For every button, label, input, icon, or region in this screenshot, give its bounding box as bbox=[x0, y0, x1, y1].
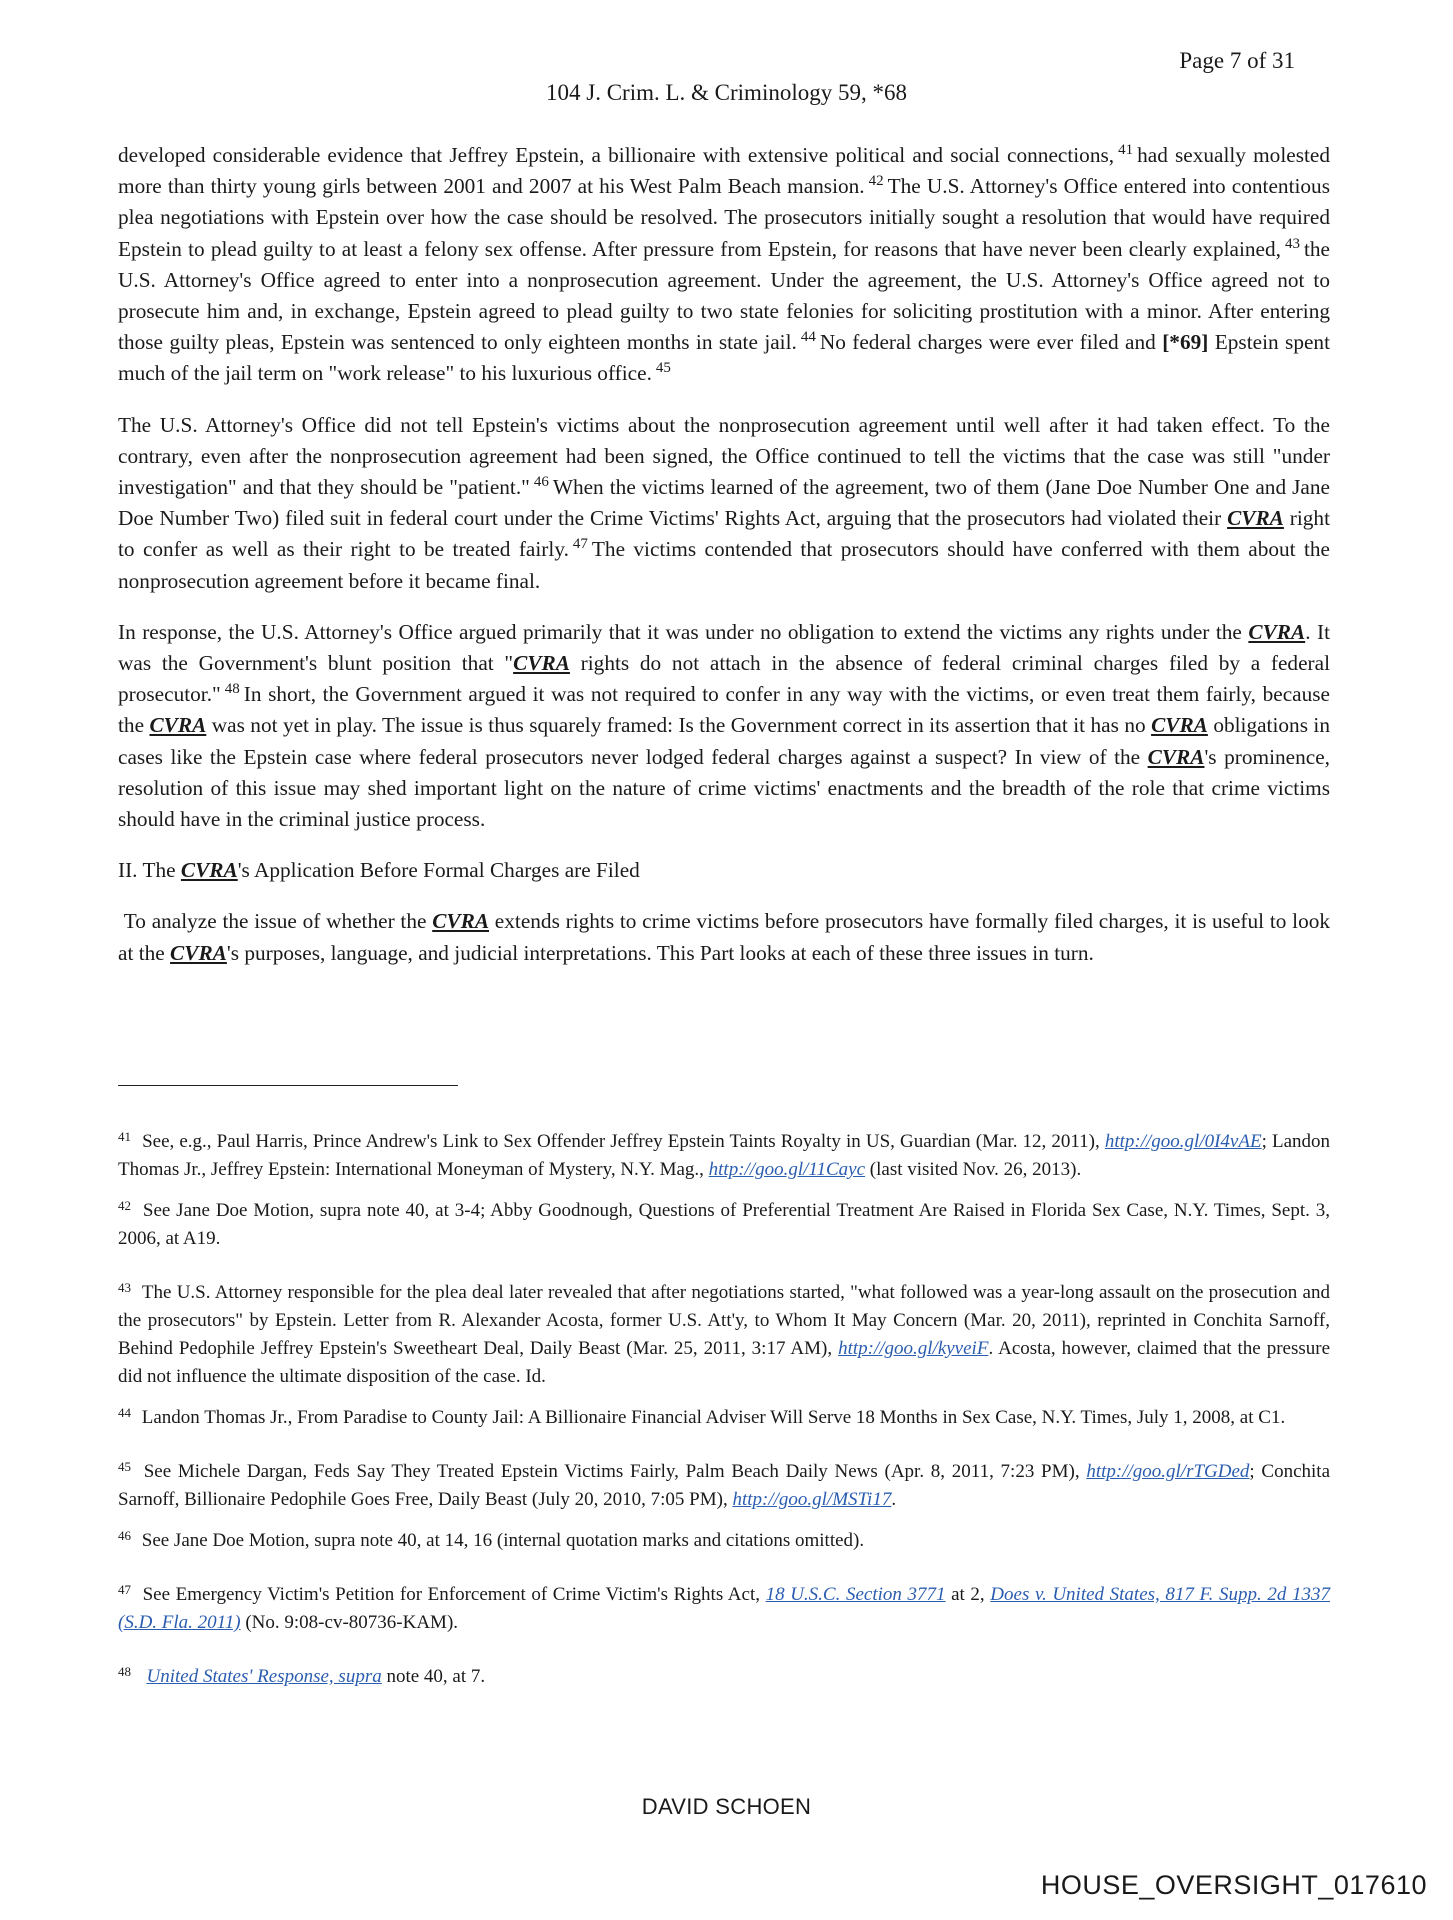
text: . Acosta, however, claimed that the pressure did not influence the ultimate disposition of the case. Id. bbox=[118, 1338, 1331, 1387]
paragraph-4 bbox=[118, 906, 1330, 968]
footnote-ref[interactable]: 42 bbox=[868, 173, 884, 190]
footnote-44 bbox=[118, 1404, 1330, 1432]
text: Epstein spent much of the jail term on "work release" to his luxurious office. bbox=[118, 330, 1330, 386]
author-footer: DAVID SCHOEN bbox=[641, 1794, 812, 1819]
cvra-link[interactable]: CVRA bbox=[1248, 619, 1306, 644]
text: See Jane Doe Motion, supra note 40, at 14, 16 (internal quotation marks and citations omitted). bbox=[141, 1530, 865, 1551]
footnote-number: 46 bbox=[118, 1528, 131, 1543]
footnote-number: 47 bbox=[118, 1582, 131, 1597]
section-heading bbox=[118, 855, 1330, 886]
text: No federal charges were ever filed and bbox=[819, 330, 1156, 355]
footnote-separator bbox=[118, 1085, 458, 1086]
text: rights do not attach in the absence of federal criminal charges filed by a federal prosecutor." bbox=[118, 651, 1330, 707]
footnote-number: 42 bbox=[118, 1198, 131, 1213]
hyperlink[interactable]: http://goo.gl/kyveiF bbox=[838, 1338, 989, 1359]
main-text bbox=[118, 140, 1330, 989]
hyperlink[interactable]: http://goo.gl/0I4vAE bbox=[1104, 1131, 1262, 1152]
footnote-43 bbox=[118, 1279, 1330, 1391]
cvra-link[interactable]: CVRA bbox=[432, 909, 490, 934]
footnote-47 bbox=[118, 1581, 1330, 1637]
text: The victims contended that prosecutors should have conferred with them about the nonprosecution agreement before it became final. bbox=[118, 537, 1330, 593]
bates-stamp: HOUSE_OVERSIGHT_017610 bbox=[1040, 1870, 1427, 1900]
footnote-42 bbox=[118, 1197, 1330, 1253]
text: The U.S. Attorney responsible for the plea deal later revealed that after negotiations started, "what followed was a year-long assault on the prosecution and the prosecutors" by Epstein. Letter from R. Alexander Acosta, former U.S. Att'y, to Whom It May Concern (Mar. 20, 2011), reprinted in Conchita Sarnoff, Behind Pedophile Jeffrey Epstein's Sweetheart Deal, Daily Beast (Mar. 25, 2011, 3:17 AM), bbox=[118, 1282, 1330, 1359]
text: See Emergency Victim's Petition for Enforcement of Crime Victim's Rights Act, bbox=[142, 1584, 760, 1605]
footnote-ref[interactable]: 43 bbox=[1284, 235, 1300, 252]
footnote-46 bbox=[118, 1527, 1330, 1555]
pin-cite: [*69] bbox=[1162, 330, 1209, 355]
hyperlink[interactable]: http://goo.gl/MSTi17 bbox=[732, 1489, 892, 1510]
text: . It was the Government's blunt position that " bbox=[118, 619, 1331, 676]
hyperlink[interactable]: United States' Response, supra bbox=[146, 1666, 382, 1687]
hyperlink[interactable]: http://goo.gl/rTGDed bbox=[1086, 1461, 1250, 1482]
footnote-ref[interactable]: 48 bbox=[224, 681, 240, 698]
cvra-link[interactable]: CVRA bbox=[170, 940, 227, 965]
page-number: Page 7 of 31 bbox=[1179, 48, 1295, 73]
text: To analyze the issue of whether the bbox=[123, 909, 427, 934]
text: ; Landon Thomas Jr., Jeffrey Epstein: International Moneyman of Mystery, N.Y. Mag., bbox=[118, 1131, 1331, 1180]
footnote-ref[interactable]: 46 bbox=[533, 474, 549, 491]
footnotes bbox=[118, 1128, 1330, 1704]
footnote-number: 43 bbox=[118, 1280, 131, 1295]
footnote-number: 48 bbox=[118, 1664, 131, 1679]
footnote-41 bbox=[118, 1128, 1330, 1184]
text: . bbox=[891, 1489, 897, 1510]
text: was not yet in play. The issue is thus squarely framed: Is the Government correct in its assertion that it has no bbox=[211, 713, 1146, 738]
text: 's purposes, language, and judicial interpretations. This Part looks at each of these three issues in turn. bbox=[226, 940, 1094, 965]
hyperlink[interactable]: 18 U.S.C. Section 3771 bbox=[765, 1584, 946, 1605]
cvra-link[interactable]: CVRA bbox=[180, 858, 238, 883]
text: 's prominence, resolution of this issue may shed important light on the nature of crime victims' enactments and the breadth of the role that crime victims should have in the criminal justice process. bbox=[118, 744, 1330, 832]
cvra-link[interactable]: CVRA bbox=[149, 713, 207, 738]
paragraph-2 bbox=[118, 410, 1330, 597]
text: ; Conchita Sarnoff, Billionaire Pedophile Goes Free, Daily Beast (July 20, 2010, 7:05 PM), bbox=[118, 1461, 1331, 1510]
footnote-ref[interactable]: 44 bbox=[800, 329, 816, 346]
text: had sexually molested more than thirty young girls between 2001 and 2007 at his West Palm Beach mansion. bbox=[118, 143, 1330, 199]
footnote-45 bbox=[118, 1458, 1330, 1514]
footnote-ref[interactable]: 47 bbox=[572, 536, 588, 553]
text: In short, the Government argued it was not required to confer in any way with the victims, or even treat them fairly, because the bbox=[118, 682, 1330, 738]
text: at 2, bbox=[951, 1584, 985, 1605]
text: right to confer as well as their right to be treated fairly. bbox=[118, 506, 1330, 562]
footnote-number: 44 bbox=[118, 1405, 131, 1420]
text: 's Application Before Formal Charges are Filed bbox=[237, 858, 640, 883]
text: In response, the U.S. Attorney's Office argued primarily that it was under no obligation to extend the victims any rights under the bbox=[118, 619, 1242, 644]
cvra-link[interactable]: CVRA bbox=[1147, 744, 1205, 769]
text: extends rights to crime victims before prosecutors have formally filed charges, it is useful to look at the bbox=[118, 909, 1331, 965]
footnote-number: 45 bbox=[118, 1459, 131, 1474]
text: obligations in cases like the Epstein case where federal prosecutors never lodged federal charges against a suspect? In view of the bbox=[118, 713, 1330, 769]
text: note 40, at 7. bbox=[386, 1666, 486, 1687]
paragraph-3 bbox=[118, 617, 1330, 835]
paragraph-1 bbox=[118, 140, 1330, 390]
text: When the victims learned of the agreement, two of them (Jane Doe Number One and Jane Doe Number Two) filed suit in federal court under the Crime Victims' Rights Act, arguing that the prosecutors had violated their bbox=[118, 475, 1330, 531]
footnote-48 bbox=[118, 1663, 1330, 1691]
text: The U.S. Attorney's Office entered into contentious plea negotiations with Epstein over how the case should be resolved. The prosecutors initially sought a resolution that would have required Epstein to plead guilty to at least a felony sex offense. After pressure from Epstein, for reasons that have never been clearly explained, bbox=[118, 174, 1330, 261]
text: See Michele Dargan, Feds Say They Treated Epstein Victims Fairly, Palm Beach Daily News (Apr. 8, 2011, 7:23 PM), bbox=[143, 1461, 1080, 1482]
hyperlink[interactable]: http://goo.gl/11Cayc bbox=[708, 1159, 866, 1180]
text: II. The bbox=[118, 858, 176, 883]
footnote-ref[interactable]: 41 bbox=[1118, 142, 1134, 158]
footnote-ref[interactable]: 45 bbox=[655, 360, 671, 377]
footnote-number: 41 bbox=[118, 1129, 131, 1144]
cvra-link[interactable]: CVRA bbox=[513, 651, 570, 676]
cvra-link[interactable]: CVRA bbox=[1151, 713, 1208, 738]
text: The U.S. Attorney's Office did not tell Epstein's victims about the nonprosecution agreement until well after it had taken effect. To the contrary, even after the nonprosecution agreement had been signed, the Office continued to tell the victims that the case was still "under investigation" and that they should be "patient." bbox=[118, 412, 1330, 500]
text: developed considerable evidence that Jeffrey Epstein, a billionaire with extensive political and social connections, bbox=[118, 143, 1115, 167]
text: (last visited Nov. 26, 2013). bbox=[869, 1159, 1082, 1180]
running-head-citation: 104 J. Crim. L. & Criminology 59, *68 bbox=[546, 80, 907, 105]
text: (No. 9:08-cv-80736-KAM). bbox=[245, 1612, 459, 1633]
text: See Jane Doe Motion, supra note 40, at 3-4; Abby Goodnough, Questions of Preferential Treatment Are Raised in Florida Sex Case, N.Y. Times, Sept. 3, 2006, at A19. bbox=[118, 1200, 1330, 1249]
text: See, e.g., Paul Harris, Prince Andrew's Link to Sex Offender Jeffrey Epstein Taints Royalty in US, Guardian (Mar. 12, 2011), bbox=[142, 1131, 1100, 1152]
text: the U.S. Attorney's Office agreed to enter into a nonprosecution agreement. Under the agreement, the U.S. Attorney's Office agreed not to prosecute him and, in exchange, Epstein agreed to plead guilty to two state felonies for soliciting prostitution with a minor. After entering those guilty pleas, Epstein was sentenced to only eighteen months in state jail. bbox=[118, 236, 1330, 355]
cvra-link[interactable]: CVRA bbox=[1227, 506, 1284, 531]
text: Landon Thomas Jr., From Paradise to County Jail: A Billionaire Financial Adviser Will Serve 18 Months in Sex Case, N.Y. Times, July 1, 2008, at C1. bbox=[141, 1407, 1286, 1428]
hyperlink[interactable]: Does v. United States, 817 F. Supp. 2d 1337 (S.D. Fla. 2011) bbox=[118, 1584, 1330, 1633]
